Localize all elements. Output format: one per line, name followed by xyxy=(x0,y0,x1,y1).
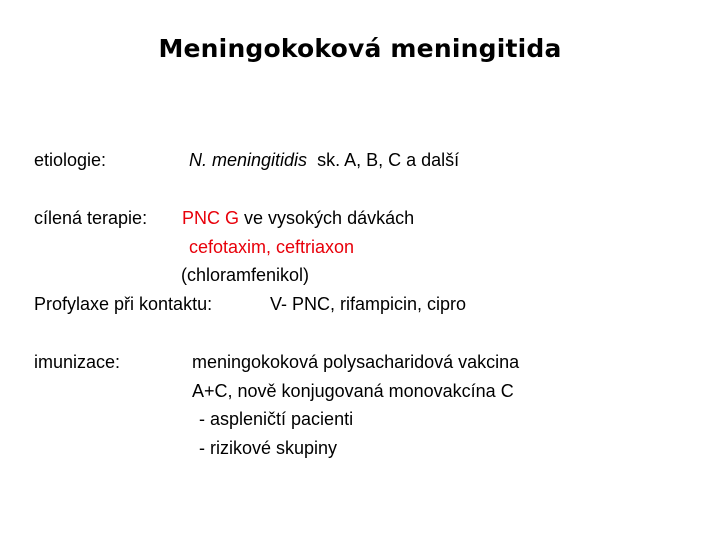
drug-pnc-g-dosage: ve vysokých dávkách xyxy=(244,208,415,228)
imunizace-line-2: A+C, nově konjugovaná monovakcína C xyxy=(192,381,514,401)
page-title: Meningokoková meningitida xyxy=(158,34,562,63)
terapie-line-1 xyxy=(182,207,414,229)
organism-name: N. meningitidis xyxy=(189,150,308,170)
terapie-line-2: cefotaxim, ceftriaxon xyxy=(189,237,355,257)
imunizace-line-1: meningokoková polysacharidová vakcina xyxy=(192,352,520,372)
etiologie-value xyxy=(189,149,459,171)
organism-serogroups: sk. A, B, C a další xyxy=(317,150,460,170)
terapie-line-3: (chloramfenikol) xyxy=(181,265,310,285)
profylaxe-label: Profylaxe při kontaktu: xyxy=(34,294,213,314)
terapie-label: cílená terapie: xyxy=(34,208,148,228)
profylaxe-value: V- PNC, rifampicin, cipro xyxy=(270,294,467,314)
imunizace-line-4: - rizikové skupiny xyxy=(199,438,338,458)
drug-pnc-g: PNC G xyxy=(182,208,240,228)
imunizace-line-3: - aspleničtí pacienti xyxy=(199,409,354,429)
etiologie-label: etiologie: xyxy=(34,150,107,170)
imunizace-label: imunizace: xyxy=(34,352,121,372)
